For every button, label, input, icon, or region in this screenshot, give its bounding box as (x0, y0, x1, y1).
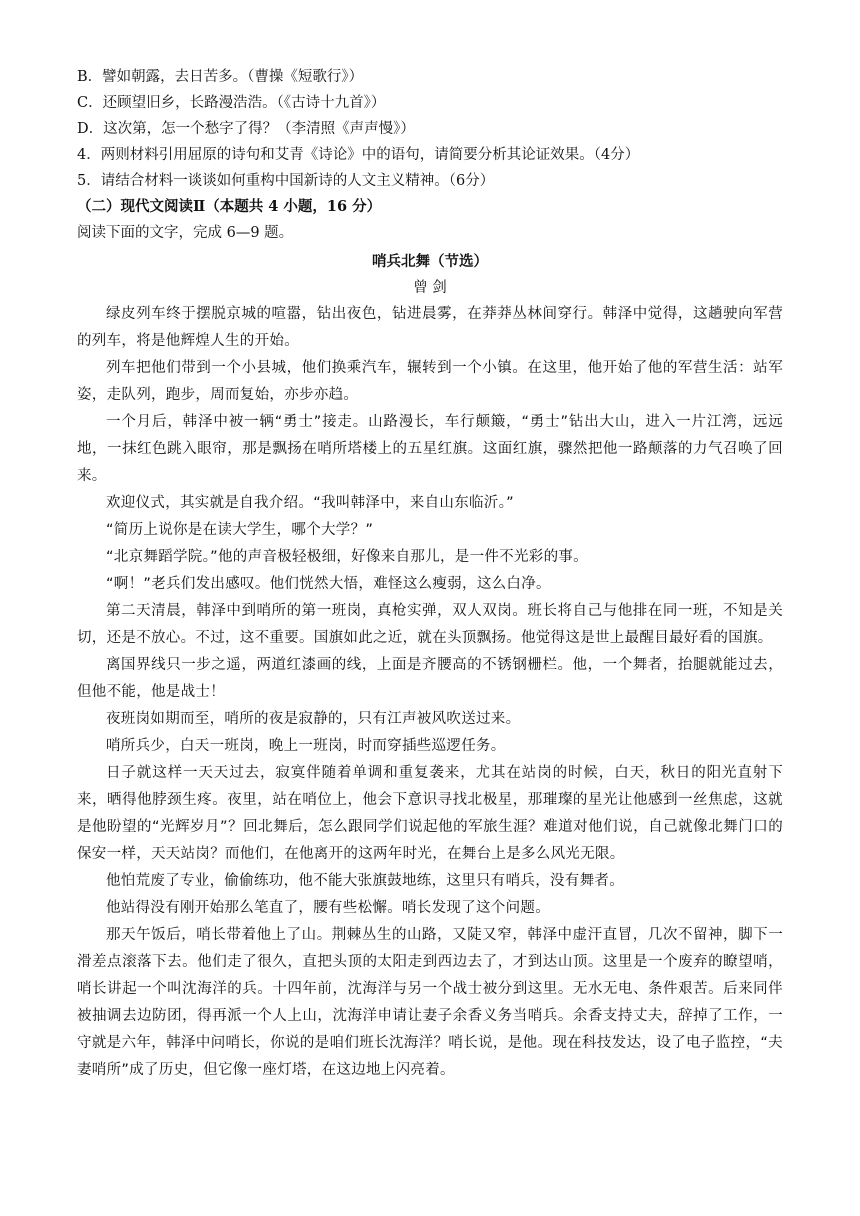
question-4: 4．两则材料引用屈原的诗句和艾青《诗论》中的语句，请简要分析其论证效果。（4分） (77, 147, 640, 163)
option-c: C．还顾望旧乡，长路漫浩浩。（《古诗十九首》） (77, 95, 386, 111)
article-paragraph: “啊！”老兵们发出感叹。他们恍然大悟，难怪这么瘦弱，这么白净。 (106, 576, 551, 592)
article-title: 哨兵北舞（节选） (372, 253, 488, 270)
option-d: D．这次第，怎一个愁字了得？（李清照《声声慢》） (77, 121, 415, 137)
article-paragraph: 绿皮列车终于摆脱京城的喧嚣，钻出夜色，钻进晨雾，在莽莽丛林间穿行。韩泽中觉得，这趟驶向军营的列车，将是他辉煌人生的开始。 (77, 306, 783, 349)
article-paragraph: 欢迎仪式，其实就是自我介绍。“我叫韩泽中，来自山东临沂。” (106, 495, 514, 511)
article-paragraph: 他怕荒废了专业，偷偷练功，他不能大张旗鼓地练，这里只有哨兵，没有舞者。 (106, 873, 624, 889)
question-5: 5．请结合材料一谈谈如何重构中国新诗的人文主义精神。（6分） (77, 173, 495, 189)
article-paragraph: 第二天清晨，韩泽中到哨所的第一班岗，真枪实弹，双人双岗。班长将自己与他排在同一班，不知是关切，还是不放心。不过，这不重要。国旗如此之近，就在头顶飘扬。他觉得这是世上最醒目最好看的国旗。 (77, 603, 783, 646)
article-paragraph: 哨所兵少，白天一班岗，晚上一班岗，时而穿插些巡逻任务。 (106, 738, 506, 754)
article-author: 曾 剑 (413, 280, 447, 296)
section-instruction: 阅读下面的文字，完成 6—9 题。 (77, 225, 294, 241)
article-paragraph: 列车把他们带到一个小县城，他们换乘汽车，辗转到一个小镇。在这里，他开始了他的军营生活：站军姿，走队列，跑步，周而复始，亦步亦趋。 (77, 360, 783, 403)
article-paragraph: 那天午饭后，哨长带着他上了山。荆棘丛生的山路，又陡又窄，韩泽中虚汗直冒，几次不留神，脚下一滑差点滚落下去。他们走了很久，直把头顶的太阳走到西边去了，才到达山顶。这里是一个废弃的瞭望哨，哨长讲起一个叫沈海洋的兵。十四年前，沈海洋与另一个战士被分到这里。无水无电、条件艰苦。后来同伴被抽调去边防团，得再派一个人上山，沈海洋申请让妻子余香义务当哨兵。余香支持丈夫，辞掉了工作，一守就是六年，韩泽中问哨长，你说的是咱们班长沈海洋？哨长说，是他。现在科技发达，设了电子监控，“夫妻哨所”成了历史，但它像一座灯塔，在这边地上闪亮着。 (77, 927, 783, 1078)
article-paragraph: 离国界线只一步之遥，两道红漆画的线，上面是齐腰高的不锈钢栅栏。他，一个舞者，抬腿就能过去，但他不能，他是战士！ (77, 657, 783, 700)
article-paragraph: 一个月后，韩泽中被一辆“勇士”接走。山路漫长，车行颠簸，“勇士”钻出大山，进入一片江湾，远远地，一抹红色跳入眼帘，那是飘扬在哨所塔楼上的五星红旗。这面红旗，骤然把他一路颠落的力气召唤了回来。 (77, 414, 783, 484)
option-b: B．譬如朝露，去日苦多。（曹操《短歌行》） (77, 69, 364, 85)
exam-page (77, 64, 783, 1084)
article-paragraph: “北京舞蹈学院。”他的声音极轻极细，好像来自那儿，是一件不光彩的事。 (106, 549, 588, 565)
article-body (77, 301, 783, 1084)
article-paragraph: 夜班岗如期而至，哨所的夜是寂静的，只有江声被风吹送过来。 (106, 711, 521, 727)
section-heading: （二）现代文阅读Ⅱ（本题共 4 小题，16 分） (77, 198, 382, 215)
article-paragraph: “简历上说你是在读大学生，哪个大学？” (106, 522, 374, 538)
article-paragraph: 他站得没有刚开始那么笔直了，腰有些松懈。哨长发现了这个问题。 (106, 900, 550, 916)
article-paragraph: 日子就这样一天天过去，寂寞伴随着单调和重复袭来，尤其在站岗的时候，白天，秋日的阳光直射下来，晒得他脖颈生疼。夜里，站在哨位上，他会下意识寻找北极星，那璀璨的星光让他感到一丝焦虑，这就是他盼望的“光辉岁月”？回北舞后，怎么跟同学们说起他的军旅生涯？难道对他们说，自己就像北舞门口的保安一样，天天站岗？而他们，在他离开的这两年时光，在舞台上是多么风光无限。 (77, 765, 783, 862)
